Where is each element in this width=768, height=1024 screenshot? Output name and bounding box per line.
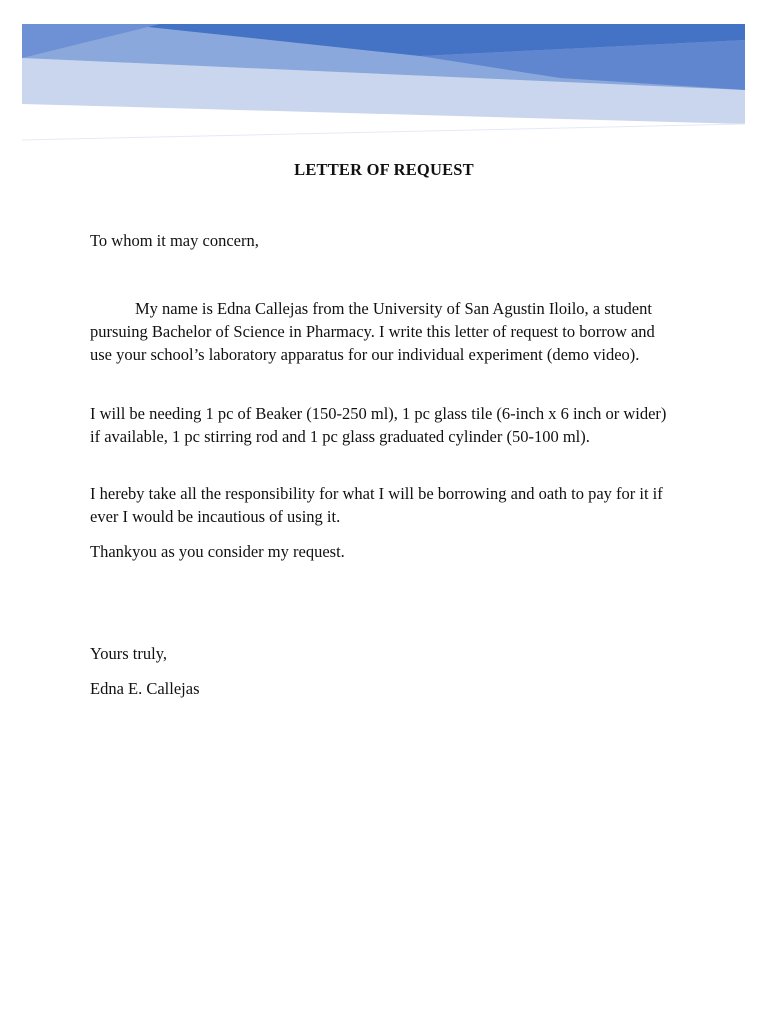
paragraph-items-needed: I will be needing 1 pc of Beaker (150-250 ml), 1 pc glass tile (6-inch x 6 inch or wider) if available, 1 pc stirring rod and 1 pc glass graduated cylinder (50-100 ml). <box>90 404 667 446</box>
salutation: To whom it may concern, <box>90 231 259 250</box>
header-banner <box>0 0 768 145</box>
signature-name: Edna E. Callejas <box>90 679 200 698</box>
letter-title: LETTER OF REQUEST <box>294 160 474 179</box>
closing-line: Yours truly, <box>90 644 168 663</box>
paragraph-thanks: Thankyou as you consider my request. <box>90 542 345 561</box>
paragraph-responsibility: I hereby take all the responsibility for what I will be borrowing and oath to pay for it if ever I would be incautious of using it. <box>90 484 663 526</box>
paragraph-introduction: My name is Edna Callejas from the University of San Agustin Iloilo, a student pursuing Bachelor of Science in Pharmacy. I write this letter of request to borrow and use your school’s laboratory apparatus for our individual experiment (demo video). <box>90 299 655 364</box>
